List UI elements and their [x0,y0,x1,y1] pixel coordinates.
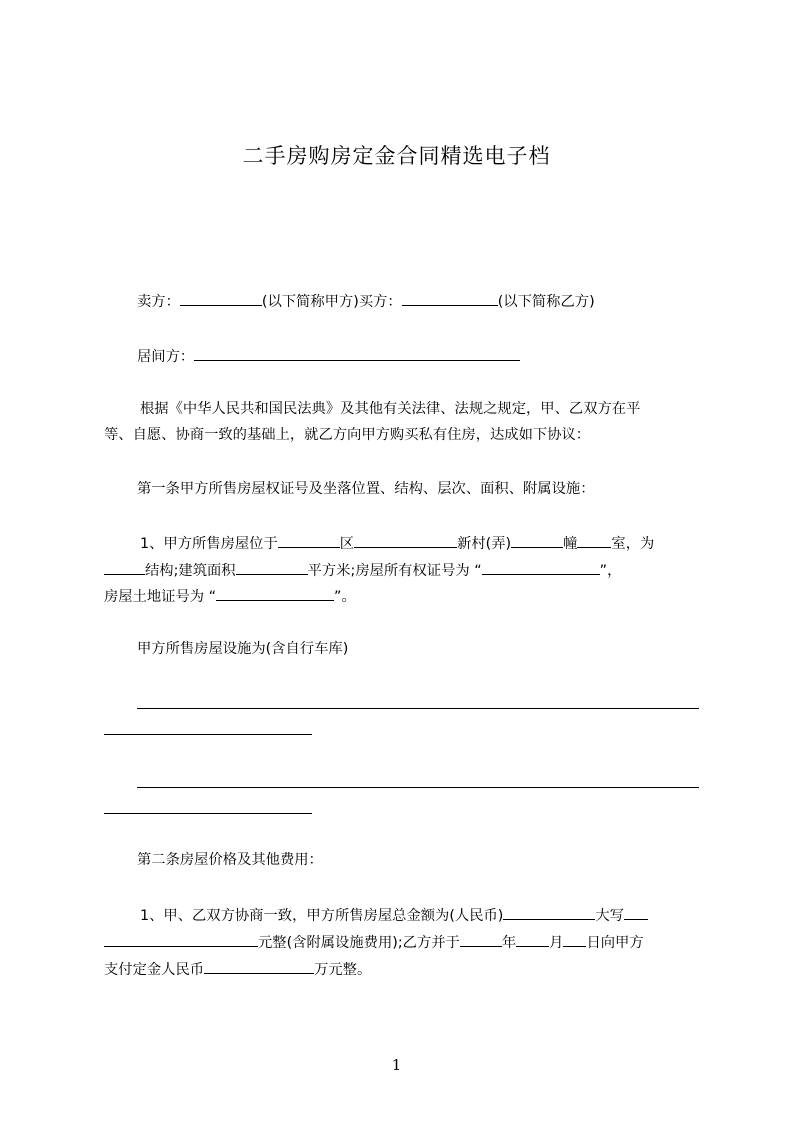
room-blank [577,533,611,548]
seller-label: 卖方： [137,294,180,310]
article1-line-2 [104,560,621,580]
article2-text: 支付定金人民币 [104,962,205,978]
article1-text: 区 [339,536,355,552]
deposit-blank [204,959,314,974]
facilities-label: 甲方所售房屋设施为(含自行车库) [137,641,349,657]
area-blank [236,560,308,575]
day-blank [563,932,586,947]
article1-text: 结构;建筑面积 [145,563,236,579]
property-cert-blank [482,560,600,575]
article1-text: 室，为 [611,536,655,552]
facilities-blank-rule [104,813,312,814]
buyer-note: (以下简称乙方) [497,294,595,310]
article1-text: 1、甲方所售房屋位于 [140,536,278,552]
article1-text: ”。 [334,589,356,605]
article2-line-3 [104,959,371,979]
facilities-blank-rule [137,787,699,788]
seller-buyer-line [137,291,595,311]
seller-note: (以下简称甲方) [261,294,359,310]
facilities-blank-rule [137,708,699,709]
month-blank [516,932,549,947]
land-cert-blank [216,586,334,601]
article2-text: 年 [501,935,517,951]
agent-line [137,346,520,366]
amount-words-blank [104,932,258,947]
page-number: 1 [391,1056,402,1074]
article2-text: 万元整。 [314,962,372,978]
building-blank [511,533,563,548]
article2-line-2 [104,932,644,952]
intro-line-1: 根据《中华人民共和国民法典》及其他有关法律、法规之规定，甲、乙双方在平 [140,401,641,417]
district-blank [278,533,340,548]
year-blank [460,932,502,947]
buyer-label: 买方： [358,294,402,310]
buyer-blank [402,291,498,306]
agent-blank [194,346,520,361]
article1-text: 房屋土地证号为 “ [104,589,217,605]
article2-text: 日向甲方 [586,935,644,951]
article1-heading: 第一条甲方所售房屋权证号及坐落位置、结构、层次、面积、附属设施： [137,481,595,497]
intro-line-2: 等、自愿、协商一致的基础上，就乙方向甲方购买私有住房，达成如下协议： [104,427,591,443]
total-amount-blank [503,905,595,920]
amount-words-blank [624,905,648,920]
structure-blank [104,560,145,575]
article1-text: 新村(弄) [457,536,512,552]
article2-text: 元整(含附属设施费用);乙方并于 [258,935,460,951]
village-blank [354,533,457,548]
document-title: 二手房购房定金合同精选电子档 [242,144,551,168]
article2-text: 月 [549,935,564,951]
article2-line-1 [140,905,648,925]
article1-line-3 [104,586,356,606]
article2-heading: 第二条房屋价格及其他费用： [137,852,323,868]
article2-text: 1、甲、乙双方协商一致，甲方所售房屋总金额为(人民币) [140,908,504,924]
article2-text: 大写 [595,908,624,924]
article1-text: 平方米;房屋所有权证号为 “ [307,563,482,579]
facilities-blank-rule [104,734,312,735]
article1-line-1 [140,533,654,553]
seller-blank [180,291,262,306]
agent-label: 居间方： [137,349,195,365]
article1-text: ”， [599,563,622,579]
article1-text: 幢 [563,536,578,552]
